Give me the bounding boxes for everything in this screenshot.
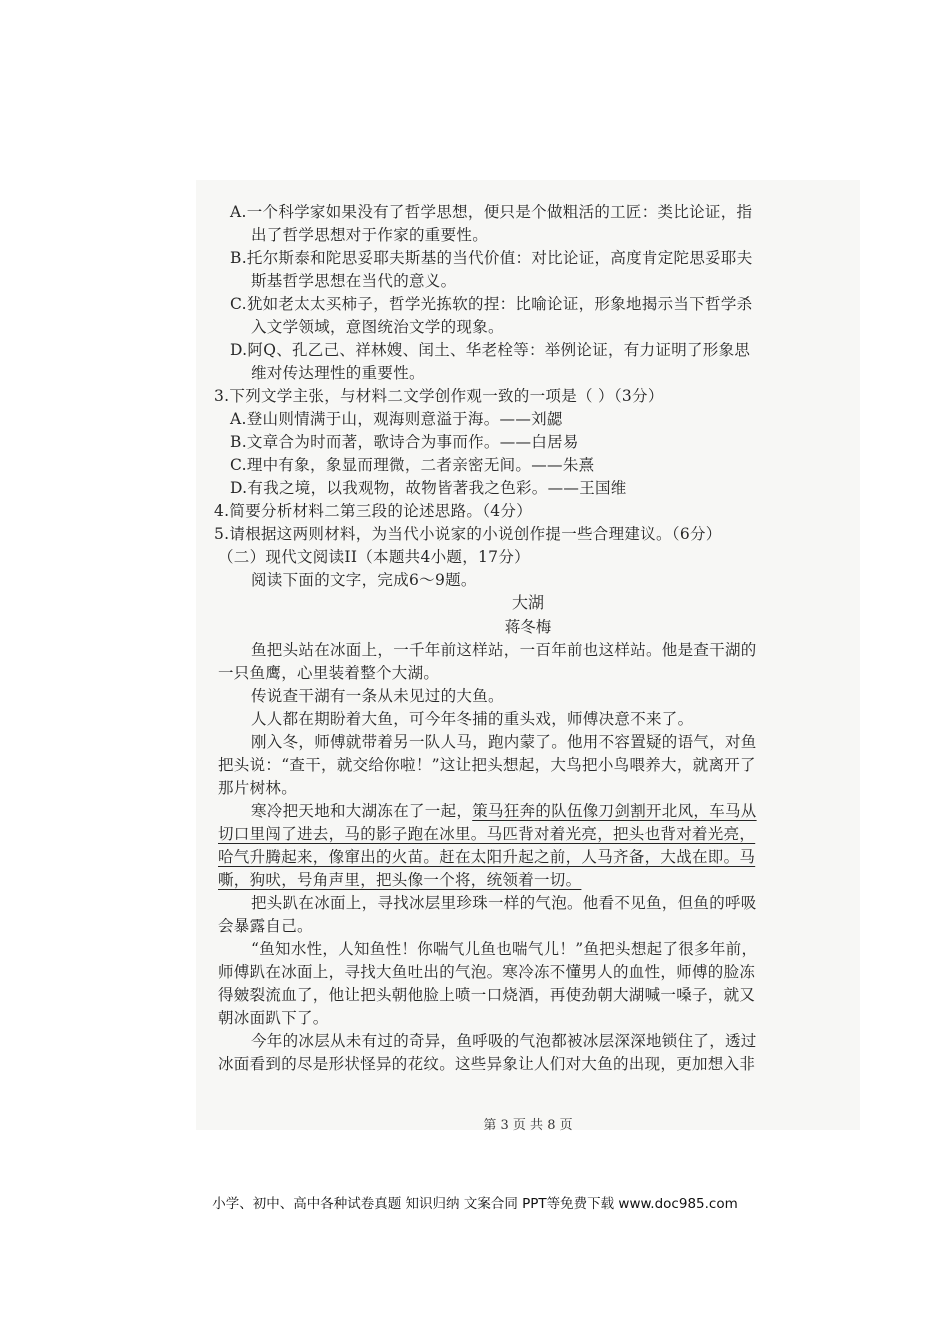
page-number: 第 3 页 共 8 页 [483,1118,573,1133]
para-6-line-2: 会暴露自己。 [218,917,313,935]
option-2a-line-2: 出了哲学思想对于作家的重要性。 [251,226,489,244]
underlined-passage-line-3: 哈气升腾起来，像窜出的火苗。赶在太阳升起之前，人马齐备，大战在即。马 [218,848,756,866]
question-5: 5.请根据这两则材料，为当代小说家的小说创作提一些合理建议。（6分） [214,525,722,543]
para-1-line-1: 鱼把头站在冰面上，一千年前这样站，一百年前也这样站。他是查干湖的 [251,641,757,659]
option-3a: A.登山则情满于山，观海则意溢于海。——刘勰 [230,410,563,428]
para-6-line-1: 把头趴在冰面上，寻找冰层里珍珠一样的气泡。他看不见鱼，但鱼的呼吸 [251,894,757,912]
question-4: 4.简要分析材料二第三段的论述思路。（4分） [214,502,533,520]
option-2b-line-2: 斯基哲学思想在当代的意义。 [251,272,457,290]
story-title: 大湖 [511,593,544,612]
para-7-line-3: 得皴裂流血了，他让把头朝他脸上喷一口烧酒，再使劲朝大湖喊一嗓子，就又 [218,986,756,1004]
para-8-line-1: 今年的冰层从未有过的奇异，鱼呼吸的气泡都被冰层深深地锁住了，透过 [251,1032,757,1050]
scanned-page [196,180,860,1133]
para-3: 人人都在期盼着大鱼，可今年冬捕的重头戏，师傅决意不来了。 [251,710,694,728]
para-8-line-2: 冰面看到的尽是形状怪异的花纹。这些异象让人们对大鱼的出现，更加想入非 [218,1055,756,1073]
story-author: 蒋冬梅 [504,618,552,636]
para-1-line-2: 一只鱼鹰，心里装着整个大湖。 [218,664,440,682]
section-instruction: 阅读下面的文字，完成6～9题。 [251,571,477,589]
option-3d: D.有我之境，以我观物，故物皆著我之色彩。——王国维 [230,479,627,497]
option-3b: B.文章合为时而著，歌诗合为事而作。——白居易 [230,433,579,451]
option-2d-line-1: D.阿Q、孔乙己、祥林嫂、闰土、华老栓等：举例论证，有力证明了形象思 [230,341,751,359]
underlined-passage-line-2: 切口里闯了进去，马的影子跑在冰里。马匹背对着光亮，把头也背对着光亮， [218,825,756,843]
para-2: 传说查干湖有一条从未见过的大鱼。 [251,687,504,705]
option-3c: C.理中有象，象显而理微，二者亲密无间。——朱熹 [230,456,595,474]
option-2c-line-2: 入文学领域，意图统治文学的现象。 [251,318,504,336]
para-5-line-1 [251,801,757,821]
underlined-passage-start: 策马狂奔的队伍像刀剑割开北风，车马从 [472,802,757,820]
question-3: 3.下列文学主张，与材料二文学创作观一致的一项是（ ）（3分） [214,387,664,405]
option-2a-line-1: A.一个科学家如果没有了哲学思想，便只是个做粗活的工匠：类比论证，指 [230,203,753,221]
para-7-line-2: 师傅趴在冰面上，寻找大鱼吐出的气泡。寒冷冻不懂男人的血性，师傅的脸冻 [218,963,756,981]
section-heading: （二）现代文阅读II（本题共4小题，17分） [218,548,530,566]
para-7-line-4: 朝冰面趴下了。 [218,1009,329,1027]
para-4-line-1: 刚入冬，师傅就带着另一队人马，跑内蒙了。他用不容置疑的语气，对鱼 [251,733,757,751]
option-2c-line-1: C.犹如老太太买柿子，哲学光拣软的捏：比喻论证，形象地揭示当下哲学杀 [230,295,753,313]
option-2d-line-2: 维对传达理性的重要性。 [251,364,425,382]
para-4-line-2: 把头说：“查干，就交给你啦！”这让把头想起，大鸟把小鸟喂养大，就离开了 [218,756,756,774]
option-2b-line-1: B.托尔斯泰和陀思妥耶夫斯基的当代价值：对比论证，高度肯定陀思妥耶夫 [230,249,753,267]
para-5-plain: 寒冷把天地和大湖冻在了一起， [251,802,473,820]
footer-banner: 小学、初中、高中各种试卷真题 知识归纳 文案合同 PPT等免费下载 www.doc985.com [212,1196,738,1212]
underlined-passage-line-4: 嘶，狗吠，号角声里，把头像一个将，统领着一切。 [218,871,582,889]
para-7-line-1: “鱼知水性，人知鱼性！你喘气儿鱼也喘气儿！”鱼把头想起了很多年前， [251,940,758,958]
para-4-line-3: 那片树林。 [218,779,298,797]
